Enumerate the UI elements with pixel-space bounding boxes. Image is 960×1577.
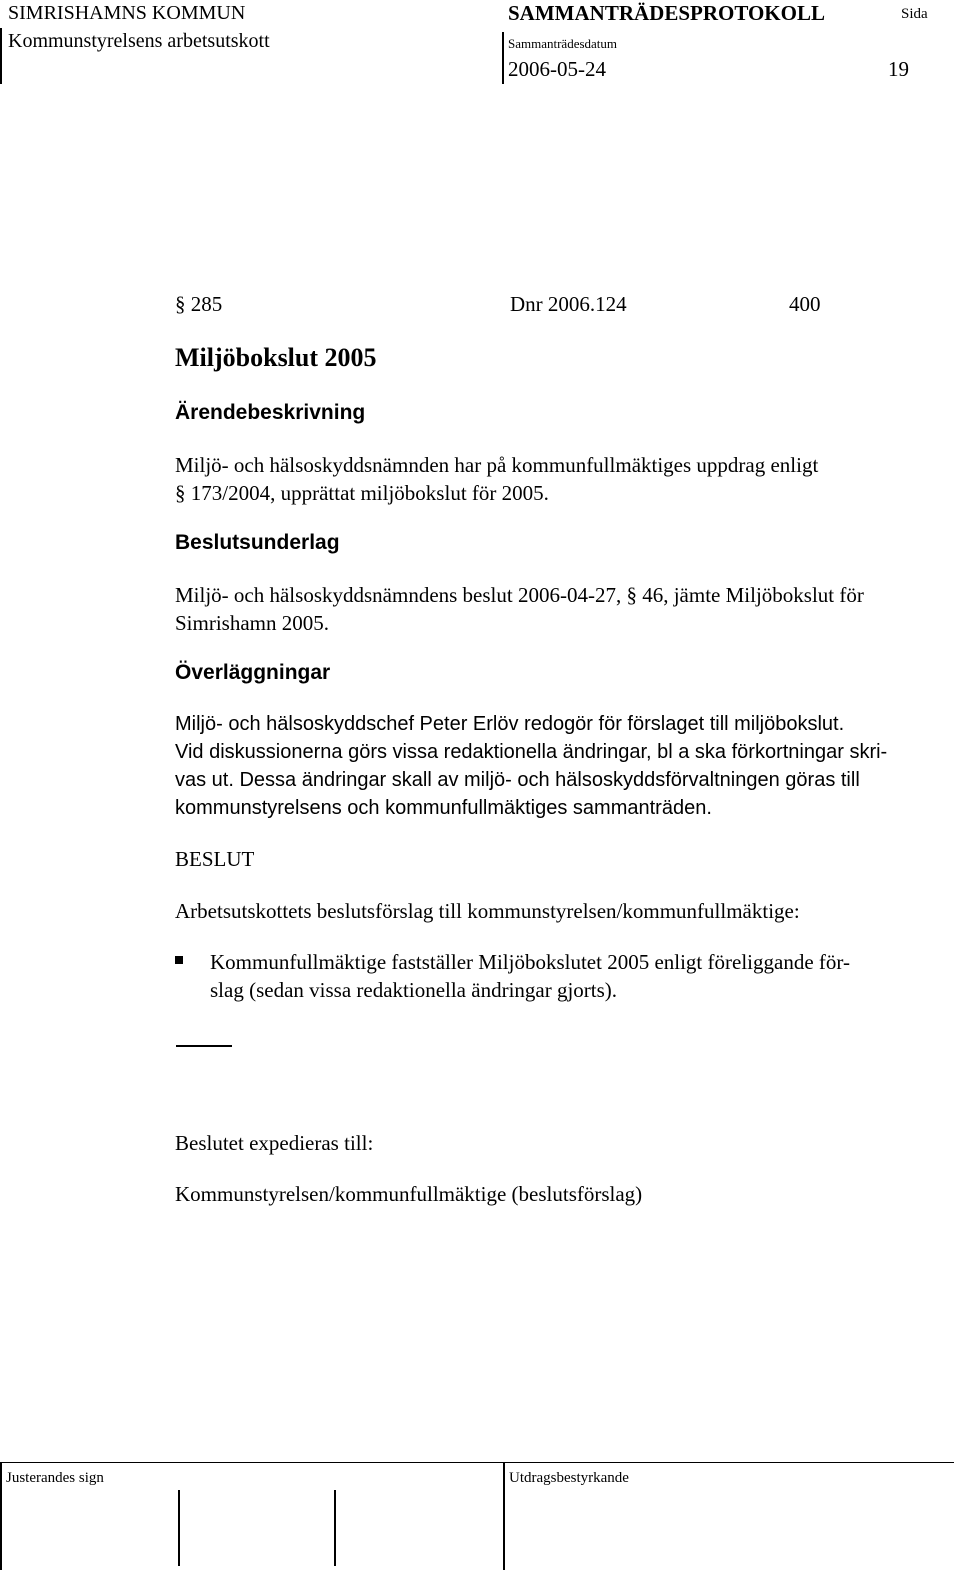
justerandes-sign-label: Justerandes sign bbox=[6, 1470, 104, 1486]
beslutsunderlag-line: Simrishamn 2005. bbox=[175, 611, 330, 635]
document-type: SAMMANTRÄDESPROTOKOLL bbox=[508, 1, 825, 25]
utdragsbestyrkande-label: Utdragsbestyrkande bbox=[509, 1470, 629, 1486]
beslutsunderlag-line: Miljö- och hälsoskyddsnämndens beslut 2006-04-27, § 46, jämte Miljöbokslut för bbox=[175, 583, 864, 607]
overlaggningar-line: Vid diskussionerna görs vissa redaktionella ändringar, bl a ska förkortningar skri- bbox=[175, 741, 888, 763]
header-left-rule bbox=[0, 28, 2, 84]
footer-top-rule bbox=[0, 1462, 954, 1463]
expediering-recipient: Kommunstyrelsen/kommunfullmäktige (beslutsförslag) bbox=[175, 1182, 643, 1206]
overlaggningar-line: kommunstyrelsens och kommunfullmäktiges sammanträden. bbox=[175, 797, 712, 819]
page-label: Sida bbox=[901, 6, 928, 22]
arendebeskrivning-line: § 173/2004, upprättat miljöbokslut för 2005. bbox=[175, 481, 549, 505]
signature-box-divider bbox=[334, 1490, 336, 1566]
arendebeskrivning-line: Miljö- och hälsoskyddsnämnden har på kommunfullmäktiges uppdrag enligt bbox=[175, 453, 819, 477]
section-heading-arendebeskrivning: Ärendebeskrivning bbox=[175, 401, 366, 424]
footer-mid-rule bbox=[503, 1462, 505, 1570]
expediering-label: Beslutet expedieras till: bbox=[175, 1131, 374, 1155]
overlaggningar-line: Miljö- och hälsoskyddschef Peter Erlöv redogör för förslaget till miljöbokslut. bbox=[175, 713, 845, 735]
meeting-date: 2006-05-24 bbox=[508, 57, 606, 81]
header-mid-rule bbox=[502, 32, 504, 84]
beslut-bullet-line: Kommunfullmäktige fastställer Miljöbokslutet 2005 enligt föreliggande för- bbox=[210, 950, 850, 974]
section-heading-beslut: BESLUT bbox=[175, 847, 255, 871]
case-code: 400 bbox=[789, 292, 821, 316]
meeting-date-label: Sammanträdesdatum bbox=[508, 36, 618, 51]
beslut-intro: Arbetsutskottets beslutsförslag till kommunstyrelsen/kommunfullmäktige: bbox=[175, 899, 800, 923]
paragraph-number: § 285 bbox=[175, 292, 223, 316]
bullet-square-icon bbox=[175, 956, 183, 964]
organization-name: SIMRISHAMNS KOMMUN bbox=[8, 2, 246, 24]
section-heading-beslutsunderlag: Beslutsunderlag bbox=[175, 531, 340, 554]
committee-name: Kommunstyrelsens arbetsutskott bbox=[8, 30, 270, 52]
beslut-bullet-line: slag (sedan vissa redaktionella ändringar gjorts). bbox=[210, 978, 618, 1002]
separator-rule bbox=[176, 1045, 232, 1047]
footer-left-rule bbox=[0, 1462, 2, 1570]
signature-box-divider bbox=[178, 1490, 180, 1566]
section-heading-overlaggningar: Överläggningar bbox=[175, 661, 331, 684]
case-title: Miljöbokslut 2005 bbox=[175, 343, 377, 372]
page-number: 19 bbox=[888, 57, 909, 81]
overlaggningar-line: vas ut. Dessa ändringar skall av miljö- och hälsoskyddsförvaltningen göras till bbox=[175, 769, 860, 791]
diary-number: Dnr 2006.124 bbox=[510, 292, 627, 316]
